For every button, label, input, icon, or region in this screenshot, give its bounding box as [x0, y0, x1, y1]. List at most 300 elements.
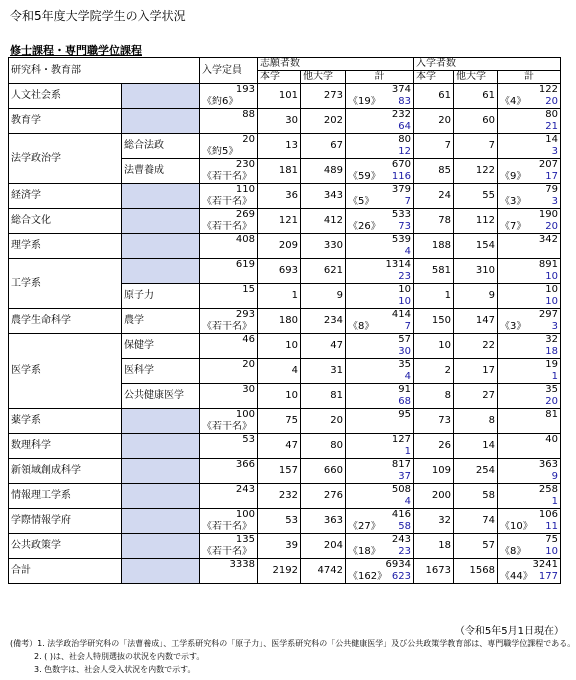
table-row	[9, 184, 561, 197]
table-row	[9, 134, 561, 147]
ent-total-paren: 《44》	[500, 571, 533, 582]
app-total-sub	[346, 246, 414, 259]
ent-total-cell: 3241	[498, 559, 561, 572]
app-total-paren: 《59》	[348, 171, 381, 182]
ent-total-sub	[498, 146, 561, 159]
capacity-cell: 53	[200, 434, 258, 447]
capacity-note	[200, 271, 258, 284]
ent-own-cell: 73	[414, 409, 454, 434]
app-total-cell: 95	[346, 409, 414, 422]
division-cell: 学際情報学府	[9, 509, 122, 534]
ent-total-sub-value: 10	[545, 271, 558, 282]
header-app-other: 他大学	[301, 71, 346, 84]
capacity-note	[200, 471, 258, 484]
division-cell: 新領域創成科学	[9, 459, 122, 484]
capacity-note: 《約6》	[200, 96, 258, 109]
ent-total-paren: 《9》	[500, 171, 527, 182]
capacity-note: 《若干名》	[200, 321, 258, 334]
app-other-cell: 67	[301, 134, 346, 159]
table-row	[9, 484, 561, 497]
date-note: （令和5年5月1日現在）	[454, 626, 564, 637]
major-cell	[122, 434, 200, 459]
capacity-note	[200, 396, 258, 409]
app-total-paren: 《18》	[348, 546, 381, 557]
capacity-cell: 110	[200, 184, 258, 197]
ent-total-sub-value: 3	[551, 146, 558, 157]
app-total-sub	[346, 346, 414, 359]
app-total-cell: 127	[346, 434, 414, 447]
ent-total-cell: 122	[498, 84, 561, 97]
ent-other-cell: 112	[454, 209, 498, 234]
capacity-note	[200, 346, 258, 359]
footnote-1: (備考）1. 法学政治学研究科の「法曹養成」、工学系研究科の「原子力」、医学系研究科の「公共健康医学」及び公共政策学教育部は、専門職学位課程である。	[10, 639, 576, 648]
capacity-note: 《若干名》	[200, 221, 258, 234]
app-total-cell: 670	[346, 159, 414, 172]
ent-other-cell: 58	[454, 484, 498, 509]
app-total-sub-value: 4	[404, 246, 411, 257]
app-total-cell: 10	[346, 284, 414, 297]
ent-total-cell: 297	[498, 309, 561, 322]
app-own-cell: 2192	[258, 559, 301, 584]
major-cell: 農学	[122, 309, 200, 334]
ent-own-cell: 7	[414, 134, 454, 159]
app-total-cell: 35	[346, 359, 414, 372]
app-other-cell: 202	[301, 109, 346, 134]
division-cell: 人文社会系	[9, 84, 122, 109]
ent-total-sub	[498, 271, 561, 284]
ent-total-sub	[498, 96, 561, 109]
app-total-sub	[346, 296, 414, 309]
capacity-note	[200, 571, 258, 584]
capacity-cell: 100	[200, 409, 258, 422]
major-cell	[122, 484, 200, 509]
capacity-cell: 46	[200, 334, 258, 347]
app-total-sub-value: 7	[404, 196, 411, 207]
ent-total-paren: 《10》	[500, 521, 533, 532]
app-total-sub-value: 37	[398, 471, 411, 482]
ent-total-sub	[498, 396, 561, 409]
capacity-cell: 366	[200, 459, 258, 472]
table-row	[9, 434, 561, 447]
ent-total-sub-value: 3	[551, 196, 558, 207]
capacity-note	[200, 371, 258, 384]
ent-total-sub-value: 17	[545, 171, 558, 182]
ent-total-cell: 190	[498, 209, 561, 222]
app-total-sub	[346, 521, 414, 534]
ent-other-cell: 122	[454, 159, 498, 184]
table-row	[9, 559, 561, 572]
division-cell: 医学系	[9, 334, 122, 409]
capacity-cell: 20	[200, 359, 258, 372]
ent-total-cell: 363	[498, 459, 561, 472]
ent-total-sub	[498, 546, 561, 559]
ent-own-cell: 10	[414, 334, 454, 359]
app-other-cell: 330	[301, 234, 346, 259]
ent-total-sub	[498, 171, 561, 184]
app-total-paren: 《19》	[348, 96, 381, 107]
division-cell: 農学生命科学	[9, 309, 122, 334]
major-cell: 法曹養成	[122, 159, 200, 184]
division-cell: 合計	[9, 559, 122, 584]
capacity-note: 《約5》	[200, 146, 258, 159]
capacity-cell: 193	[200, 84, 258, 97]
major-cell	[122, 184, 200, 209]
ent-other-cell: 254	[454, 459, 498, 484]
ent-own-cell: 2	[414, 359, 454, 384]
app-total-sub	[346, 121, 414, 134]
app-total-cell: 91	[346, 384, 414, 397]
ent-own-cell: 32	[414, 509, 454, 534]
app-other-cell: 621	[301, 259, 346, 284]
app-other-cell: 343	[301, 184, 346, 209]
admissions-table	[8, 57, 561, 584]
app-total-sub-value: 4	[404, 371, 411, 382]
ent-total-sub-value: 11	[545, 521, 558, 532]
app-other-cell: 412	[301, 209, 346, 234]
app-other-cell: 4742	[301, 559, 346, 584]
major-cell	[122, 534, 200, 559]
header-division: 研究科・教育部	[9, 58, 200, 84]
app-total-sub	[346, 96, 414, 109]
division-cell: 経済学	[9, 184, 122, 209]
ent-total-sub	[498, 571, 561, 584]
table-row	[9, 534, 561, 547]
app-total-cell: 379	[346, 184, 414, 197]
ent-other-cell: 310	[454, 259, 498, 284]
app-total-cell: 817	[346, 459, 414, 472]
app-own-cell: 121	[258, 209, 301, 234]
table-row	[9, 209, 561, 222]
major-cell: 公共健康医学	[122, 384, 200, 409]
app-other-cell: 489	[301, 159, 346, 184]
ent-total-cell: 258	[498, 484, 561, 497]
app-total-cell: 374	[346, 84, 414, 97]
ent-total-sub	[498, 371, 561, 384]
ent-own-cell: 78	[414, 209, 454, 234]
ent-total-sub-value: 1	[551, 371, 558, 382]
ent-total-sub-value: 10	[545, 546, 558, 557]
major-cell	[122, 209, 200, 234]
ent-total-sub-value: 9	[551, 471, 558, 482]
ent-total-cell: 79	[498, 184, 561, 197]
app-own-cell: 75	[258, 409, 301, 434]
app-total-cell: 57	[346, 334, 414, 347]
app-total-cell: 6934	[346, 559, 414, 572]
ent-total-cell: 10	[498, 284, 561, 297]
ent-other-cell: 60	[454, 109, 498, 134]
app-own-cell: 157	[258, 459, 301, 484]
ent-own-cell: 24	[414, 184, 454, 209]
app-total-cell: 80	[346, 134, 414, 147]
ent-own-cell: 1673	[414, 559, 454, 584]
ent-total-cell: 35	[498, 384, 561, 397]
table-row	[9, 409, 561, 422]
table-body	[9, 84, 561, 584]
app-total-cell: 539	[346, 234, 414, 247]
ent-own-cell: 581	[414, 259, 454, 284]
app-total-paren: 《5》	[348, 196, 375, 207]
division-cell: 法学政治学	[9, 134, 122, 184]
ent-own-cell: 8	[414, 384, 454, 409]
app-total-sub-value: 23	[398, 546, 411, 557]
app-total-sub-value: 10	[398, 296, 411, 307]
app-total-sub	[346, 446, 414, 459]
major-cell	[122, 559, 200, 584]
app-total-cell: 533	[346, 209, 414, 222]
app-total-cell: 243	[346, 534, 414, 547]
app-own-cell: 101	[258, 84, 301, 109]
app-other-cell: 660	[301, 459, 346, 484]
division-cell: 薬学系	[9, 409, 122, 434]
division-cell: 情報理工学系	[9, 484, 122, 509]
app-total-paren: 《26》	[348, 221, 381, 232]
table-row	[9, 234, 561, 247]
capacity-cell: 15	[200, 284, 258, 297]
header-applicants: 志願者数	[258, 58, 414, 71]
app-total-cell: 414	[346, 309, 414, 322]
ent-own-cell: 20	[414, 109, 454, 134]
ent-total-sub	[498, 421, 561, 434]
app-total-sub	[346, 171, 414, 184]
division-cell: 理学系	[9, 234, 122, 259]
ent-own-cell: 109	[414, 459, 454, 484]
app-other-cell: 31	[301, 359, 346, 384]
app-total-sub	[346, 146, 414, 159]
footnote-2: 2. ( )は、社会人特別選抜の状況を内数で示す。	[34, 652, 205, 661]
page-title: 令和5年度大学院学生の入学状況	[10, 9, 186, 23]
ent-own-cell: 61	[414, 84, 454, 109]
major-cell: 原子力	[122, 284, 200, 309]
ent-own-cell: 1	[414, 284, 454, 309]
app-own-cell: 180	[258, 309, 301, 334]
capacity-note: 《若干名》	[200, 546, 258, 559]
ent-total-cell: 14	[498, 134, 561, 147]
ent-total-sub-value: 3	[551, 321, 558, 332]
ent-other-cell: 8	[454, 409, 498, 434]
app-total-sub	[346, 221, 414, 234]
app-total-sub-value: 623	[391, 571, 411, 582]
app-total-sub-value: 7	[404, 321, 411, 332]
ent-other-cell: 55	[454, 184, 498, 209]
section-title: 修士課程・専門職学位課程	[10, 44, 142, 57]
ent-own-cell: 26	[414, 434, 454, 459]
capacity-note	[200, 446, 258, 459]
capacity-note: 《若干名》	[200, 421, 258, 434]
app-total-sub	[346, 471, 414, 484]
table-row	[9, 109, 561, 122]
ent-total-sub	[498, 196, 561, 209]
app-total-sub	[346, 421, 414, 434]
major-cell	[122, 459, 200, 484]
ent-other-cell: 17	[454, 359, 498, 384]
capacity-cell: 269	[200, 209, 258, 222]
capacity-note: 《若干名》	[200, 171, 258, 184]
app-total-sub-value: 23	[398, 271, 411, 282]
division-cell: 数理科学	[9, 434, 122, 459]
table-row	[9, 84, 561, 97]
ent-own-cell: 200	[414, 484, 454, 509]
app-total-sub-value: 73	[398, 221, 411, 232]
capacity-cell: 3338	[200, 559, 258, 572]
capacity-cell: 100	[200, 509, 258, 522]
ent-total-paren: 《3》	[500, 321, 527, 332]
capacity-note	[200, 296, 258, 309]
app-own-cell: 10	[258, 334, 301, 359]
header-capacity: 入学定員	[200, 58, 258, 84]
ent-total-sub	[498, 496, 561, 509]
app-total-cell: 232	[346, 109, 414, 122]
app-total-sub-value: 83	[398, 96, 411, 107]
ent-other-cell: 57	[454, 534, 498, 559]
app-total-sub-value: 58	[398, 521, 411, 532]
major-cell: 医科学	[122, 359, 200, 384]
app-total-sub-value: 4	[404, 496, 411, 507]
ent-total-sub	[498, 321, 561, 334]
app-own-cell: 10	[258, 384, 301, 409]
app-own-cell: 47	[258, 434, 301, 459]
ent-total-cell: 342	[498, 234, 561, 247]
table-row	[9, 309, 561, 322]
app-total-cell: 1314	[346, 259, 414, 272]
ent-total-sub-value: 20	[545, 396, 558, 407]
ent-total-cell: 80	[498, 109, 561, 122]
capacity-note	[200, 246, 258, 259]
app-own-cell: 232	[258, 484, 301, 509]
app-own-cell: 13	[258, 134, 301, 159]
app-other-cell: 234	[301, 309, 346, 334]
ent-total-cell: 32	[498, 334, 561, 347]
major-cell	[122, 84, 200, 109]
capacity-cell: 619	[200, 259, 258, 272]
ent-total-cell: 207	[498, 159, 561, 172]
app-total-paren: 《8》	[348, 321, 375, 332]
division-cell: 公共政策学	[9, 534, 122, 559]
ent-other-cell: 74	[454, 509, 498, 534]
app-other-cell: 20	[301, 409, 346, 434]
major-cell	[122, 259, 200, 284]
app-own-cell: 693	[258, 259, 301, 284]
major-cell	[122, 234, 200, 259]
division-cell: 工学系	[9, 259, 122, 309]
capacity-cell: 293	[200, 309, 258, 322]
app-total-cell: 416	[346, 509, 414, 522]
app-total-paren: 《27》	[348, 521, 381, 532]
major-cell: 保健学	[122, 334, 200, 359]
capacity-cell: 30	[200, 384, 258, 397]
ent-total-sub	[498, 446, 561, 459]
app-own-cell: 36	[258, 184, 301, 209]
ent-total-sub-value: 20	[545, 96, 558, 107]
capacity-cell: 230	[200, 159, 258, 172]
ent-total-paren: 《4》	[500, 96, 527, 107]
app-total-sub-value: 68	[398, 396, 411, 407]
major-cell: 総合法政	[122, 134, 200, 159]
ent-total-sub	[498, 296, 561, 309]
ent-other-cell: 1568	[454, 559, 498, 584]
major-cell	[122, 109, 200, 134]
ent-other-cell: 22	[454, 334, 498, 359]
app-total-sub	[346, 496, 414, 509]
capacity-cell: 408	[200, 234, 258, 247]
ent-total-sub	[498, 221, 561, 234]
ent-total-sub-value: 177	[538, 571, 558, 582]
app-total-sub	[346, 396, 414, 409]
app-total-sub-value: 64	[398, 121, 411, 132]
header-enrolled: 入学者数	[414, 58, 561, 71]
app-total-sub	[346, 321, 414, 334]
app-total-sub	[346, 546, 414, 559]
ent-total-sub-value: 10	[545, 296, 558, 307]
ent-own-cell: 150	[414, 309, 454, 334]
ent-own-cell: 188	[414, 234, 454, 259]
app-other-cell: 47	[301, 334, 346, 359]
header-app-total: 計	[346, 71, 414, 84]
app-total-paren: 《162》	[348, 571, 388, 582]
division-cell: 総合文化	[9, 209, 122, 234]
app-total-sub-value: 1	[404, 446, 411, 457]
app-other-cell: 80	[301, 434, 346, 459]
table-row	[9, 459, 561, 472]
header-ent-own: 本学	[414, 71, 454, 84]
capacity-note	[200, 496, 258, 509]
app-other-cell: 81	[301, 384, 346, 409]
app-total-sub	[346, 571, 414, 584]
ent-total-cell: 81	[498, 409, 561, 422]
ent-total-paren: 《7》	[500, 221, 527, 232]
ent-own-cell: 18	[414, 534, 454, 559]
app-own-cell: 209	[258, 234, 301, 259]
app-own-cell: 39	[258, 534, 301, 559]
ent-total-cell: 19	[498, 359, 561, 372]
app-total-sub-value: 12	[398, 146, 411, 157]
capacity-cell: 243	[200, 484, 258, 497]
ent-other-cell: 27	[454, 384, 498, 409]
table-row	[9, 334, 561, 347]
ent-total-sub	[498, 121, 561, 134]
ent-other-cell: 61	[454, 84, 498, 109]
header-ent-total: 計	[498, 71, 561, 84]
ent-total-sub-value: 1	[551, 496, 558, 507]
ent-other-cell: 7	[454, 134, 498, 159]
ent-total-cell: 75	[498, 534, 561, 547]
app-total-cell: 508	[346, 484, 414, 497]
app-other-cell: 276	[301, 484, 346, 509]
ent-total-sub-value: 21	[545, 121, 558, 132]
header-app-own: 本学	[258, 71, 301, 84]
ent-total-sub	[498, 521, 561, 534]
app-other-cell: 273	[301, 84, 346, 109]
app-total-sub	[346, 271, 414, 284]
ent-other-cell: 14	[454, 434, 498, 459]
capacity-cell: 20	[200, 134, 258, 147]
table-row	[9, 259, 561, 272]
ent-total-cell: 40	[498, 434, 561, 447]
ent-total-sub-value: 20	[545, 221, 558, 232]
app-own-cell: 30	[258, 109, 301, 134]
app-own-cell: 4	[258, 359, 301, 384]
capacity-note	[200, 121, 258, 134]
ent-total-sub	[498, 471, 561, 484]
app-total-sub	[346, 196, 414, 209]
app-other-cell: 204	[301, 534, 346, 559]
ent-other-cell: 154	[454, 234, 498, 259]
app-other-cell: 9	[301, 284, 346, 309]
app-own-cell: 1	[258, 284, 301, 309]
header-ent-other: 他大学	[454, 71, 498, 84]
capacity-cell: 135	[200, 534, 258, 547]
footnote-3: 3. 色数字は、社会人受入状況を内数で示す。	[34, 665, 196, 674]
major-cell	[122, 509, 200, 534]
